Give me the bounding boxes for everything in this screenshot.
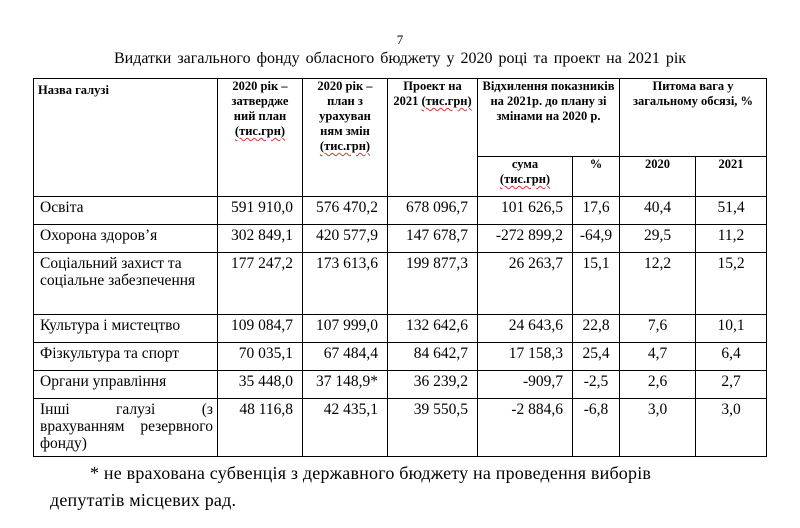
header-share: Питома вага у загальному обсязі, % [620,79,767,157]
table-row [34,343,767,371]
cell-deviation-sum: -272 899,2 [478,225,573,253]
cell-deviation-pct: -6,8 [573,399,620,457]
cell-project-2021: 39 550,5 [388,399,478,457]
row-name: Охорона здоров’я [34,225,218,253]
cell-share-2020: 3,0 [620,399,696,457]
cell-deviation-pct: 22,8 [573,315,620,343]
header-share-2020: 2020 [620,157,696,197]
table-row [34,225,767,253]
cell-deviation-sum: 24 643,6 [478,315,573,343]
table-row [34,371,767,399]
cell-project-2021: 199 877,3 [388,253,478,315]
cell-plan-2020: 42 435,1 [303,399,388,457]
cell-approved-2020: 48 116,8 [218,399,303,457]
cell-plan-2020: 37 148,9* [303,371,388,399]
cell-share-2021: 11,2 [696,225,767,253]
header-approved-2020: 2020 рік – затвердже ний план (тис.грн) [218,79,303,197]
header-deviation-sum: сума (тис.грн) [478,157,573,197]
table-row [34,315,767,343]
cell-project-2021: 36 239,2 [388,371,478,399]
footnote-line-2: депутатів місцевих рад. [50,490,237,510]
cell-approved-2020: 591 910,0 [218,197,303,225]
row-name: Інші галузі (з врахуванням резервного фонду) [34,399,218,457]
cell-share-2021: 2,7 [696,371,767,399]
cell-deviation-pct: 15,1 [573,253,620,315]
cell-project-2021: 132 642,6 [388,315,478,343]
cell-deviation-sum: -909,7 [478,371,573,399]
header-deviation-pct: % [573,157,620,197]
cell-approved-2020: 302 849,1 [218,225,303,253]
header-plan-2020: 2020 рік – план з урахуван ням змін (тис.грн) [303,79,388,197]
cell-plan-2020: 576 470,2 [303,197,388,225]
cell-approved-2020: 177 247,2 [218,253,303,315]
cell-deviation-pct: 25,4 [573,343,620,371]
cell-deviation-sum: 101 626,5 [478,197,573,225]
cell-project-2021: 678 096,7 [388,197,478,225]
table-row [34,253,767,315]
table-row [34,399,767,457]
cell-share-2021: 10,1 [696,315,767,343]
cell-plan-2020: 173 613,6 [303,253,388,315]
cell-deviation-sum: 26 263,7 [478,253,573,315]
cell-deviation-sum: 17 158,3 [478,343,573,371]
page-title: Видатки загального фонду обласного бюджету у 2020 році та проект на 2021 рік [113,50,687,67]
cell-plan-2020: 107 999,0 [303,315,388,343]
row-name: Соціальний захист та соціальне забезпечення [34,253,218,315]
cell-share-2020: 2,6 [620,371,696,399]
cell-share-2020: 4,7 [620,343,696,371]
row-name: Органи управління [34,371,218,399]
cell-approved-2020: 70 035,1 [218,343,303,371]
cell-deviation-pct: 17,6 [573,197,620,225]
cell-project-2021: 147 678,7 [388,225,478,253]
footnote [50,460,780,514]
header-project-2021: Проект на 2021 (тис.грн) [388,79,478,197]
header-deviation: Відхилення показників на 2021р. до плану зі змінами на 2020 р. [478,79,620,157]
header-name: Назва галузі [34,79,218,197]
cell-deviation-pct: -2,5 [573,371,620,399]
row-name: Освіта [34,197,218,225]
footnote-line-1: * не врахована субвенція з державного бюджету на проведення виборів [90,463,652,483]
cell-deviation-sum: -2 884,6 [478,399,573,457]
row-name: Фізкультура та спорт [34,343,218,371]
row-name: Культура і мистецтво [34,315,218,343]
cell-approved-2020: 35 448,0 [218,371,303,399]
cell-share-2021: 3,0 [696,399,767,457]
cell-project-2021: 84 642,7 [388,343,478,371]
cell-share-2021: 51,4 [696,197,767,225]
cell-approved-2020: 109 084,7 [218,315,303,343]
cell-share-2020: 12,2 [620,253,696,315]
cell-share-2021: 15,2 [696,253,767,315]
cell-share-2020: 7,6 [620,315,696,343]
cell-share-2020: 29,5 [620,225,696,253]
budget-table [33,78,767,457]
cell-plan-2020: 67 484,4 [303,343,388,371]
table-row [34,197,767,225]
cell-deviation-pct: -64,9 [573,225,620,253]
cell-share-2020: 40,4 [620,197,696,225]
cell-share-2021: 6,4 [696,343,767,371]
page-number: 7 [396,32,404,47]
header-share-2021: 2021 [696,157,767,197]
cell-plan-2020: 420 577,9 [303,225,388,253]
